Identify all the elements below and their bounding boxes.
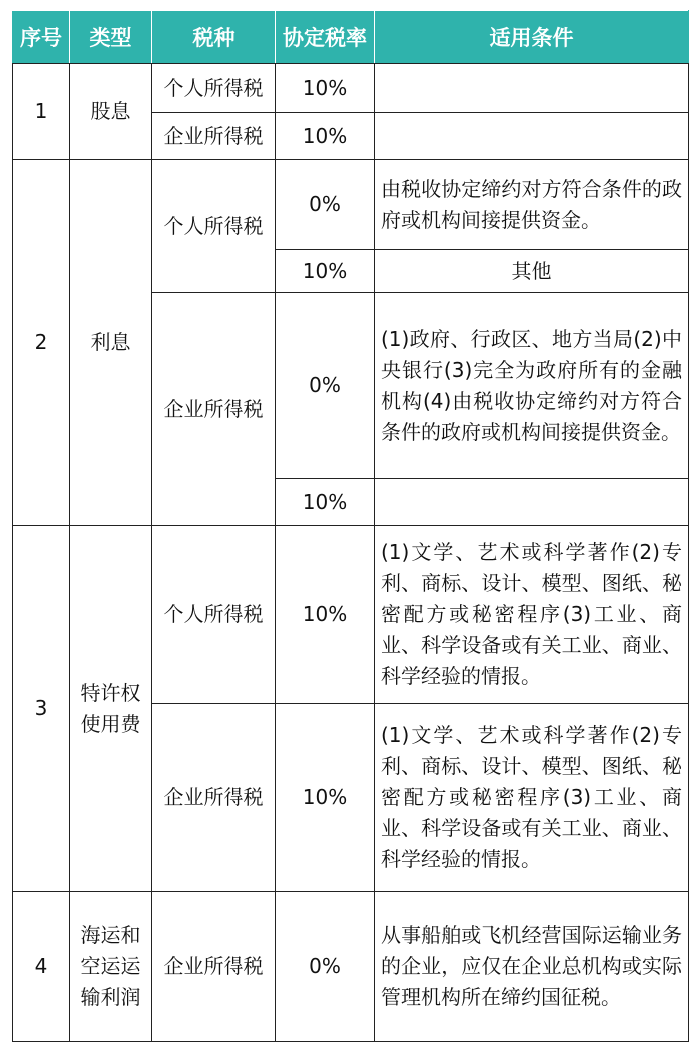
tax-rate: 0% <box>276 892 375 1042</box>
tax-type: 企业所得税 <box>152 113 276 160</box>
row-type-line: 空运运 <box>80 954 141 978</box>
row-type <box>70 892 152 1042</box>
tax-type: 个人所得税 <box>152 160 276 293</box>
tax-type: 企业所得税 <box>152 892 276 1042</box>
table-row <box>13 892 689 1042</box>
row-type-line: 海运和 <box>80 923 141 947</box>
condition <box>375 479 689 526</box>
tax-type: 个人所得税 <box>152 526 276 704</box>
row-number: 1 <box>13 64 70 160</box>
tax-rate: 10% <box>276 479 375 526</box>
row-type: 股息 <box>70 64 152 160</box>
header-rate: 协定税率 <box>276 11 375 64</box>
tax-rate: 0% <box>276 160 375 250</box>
condition: (1)文学、艺术或科学著作(2)专利、商标、设计、模型、图纸、秘密配方或秘密程序(3)工业、商业、科学设备或有关工业、商业、科学经验的情报。 <box>375 704 689 892</box>
condition <box>375 64 689 113</box>
tax-rate: 10% <box>276 250 375 293</box>
tax-type: 个人所得税 <box>152 64 276 113</box>
condition: 其他 <box>375 250 689 293</box>
row-type-line: 特许权 <box>80 680 141 705</box>
row-type-line: 使用费 <box>80 711 141 736</box>
tax-type: 企业所得税 <box>152 293 276 526</box>
row-type-line: 输利润 <box>80 985 141 1009</box>
table-row <box>13 64 689 113</box>
row-number: 2 <box>13 160 70 526</box>
row-type <box>70 526 152 892</box>
tax-treaty-table <box>12 10 689 1042</box>
header-tax: 税种 <box>152 11 276 64</box>
tax-rate: 10% <box>276 113 375 160</box>
condition: (1)政府、行政区、地方当局(2)中央银行(3)完全为政府所有的金融机构(4)由税收协定缔约对方符合条件的政府或机构间接提供资金。 <box>375 293 689 479</box>
table-row <box>13 160 689 250</box>
header-condition: 适用条件 <box>375 11 689 64</box>
tax-rate: 10% <box>276 704 375 892</box>
condition <box>375 113 689 160</box>
tax-rate: 10% <box>276 64 375 113</box>
row-type: 利息 <box>70 160 152 526</box>
table-row <box>13 526 689 704</box>
condition: 从事船舶或飞机经营国际运输业务的企业，应仅在企业总机构或实际管理机构所在缔约国征税。 <box>375 892 689 1042</box>
tax-rate: 0% <box>276 293 375 479</box>
header-no: 序号 <box>13 11 70 64</box>
condition: 由税收协定缔约对方符合条件的政府或机构间接提供资金。 <box>375 160 689 250</box>
condition: (1)文学、艺术或科学著作(2)专利、商标、设计、模型、图纸、秘密配方或秘密程序(3)工业、商业、科学设备或有关工业、商业、科学经验的情报。 <box>375 526 689 704</box>
tax-type: 企业所得税 <box>152 704 276 892</box>
header-row <box>13 11 689 64</box>
header-type: 类型 <box>70 11 152 64</box>
row-number: 3 <box>13 526 70 892</box>
tax-rate: 10% <box>276 526 375 704</box>
row-number: 4 <box>13 892 70 1042</box>
